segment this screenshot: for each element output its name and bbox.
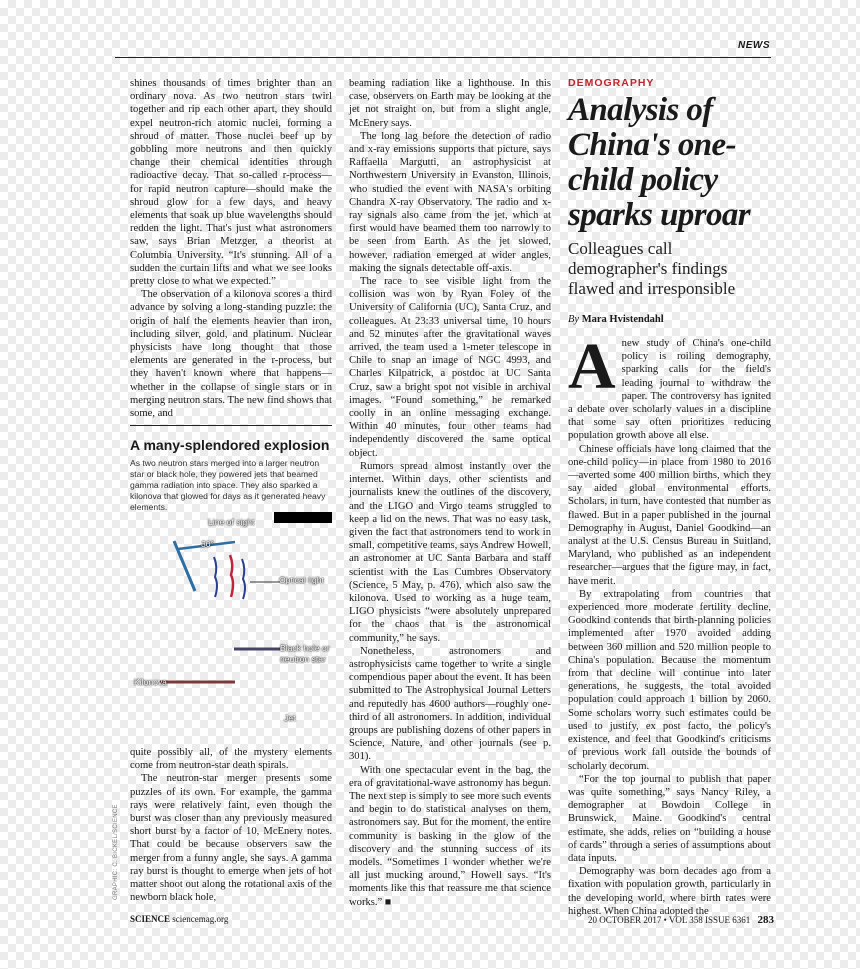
byline [568,314,771,325]
paragraph: The long lag before the detection of radio and x-ray emissions supports that picture, says Raffaella Margutti, an astrophysicist at Northwestern University in Evanston, Illinois, who studied the event with NASA's orbiting Chandra X-ray Observatory. The radio and x-ray signals also came from the jet, which at first would have beamed them too narrowly to be seen from Earth. As the jet slowed, however, radiation emerged at wider angles, making the signals detectable off-axis. [349,130,551,274]
paragraph: quite possibly all, of the mystery elements come from neutron-star death spirals. [130,747,332,772]
kicker: DEMOGRAPHY [568,77,655,89]
column-1-bottom [130,746,332,904]
author-name: Mara Hvistendahl [581,314,664,325]
paragraph: new study of China's one-child policy is roiling demography, sparking calls for the field's leading journal to withdraw the paper. The controversy has ignited a debate over scholarly values in a discipline that some say often prioritizes reducing population growth above all else. [568,338,771,442]
page-number: 283 [757,914,774,926]
paragraph: “For the top journal to publish that paper was quite something,” says Nancy Riley, a demographer at Bowdoin College in Brunswick, Maine. Goodkind's central estimate, she adds, relies on “building a house of cards” through a series of assumptions about data inputs. [568,773,771,864]
journal-name: SCIENCE [130,914,171,924]
header-rule [115,57,771,58]
paragraph: Demography was born decades ago from a fixation with population growth, particularly in the developing world, where birth rates were highest. When China adopted the [568,866,771,917]
issue-info: 20 OCTOBER 2017 • VOL 358 ISSUE 6361 [588,915,751,925]
journal-site: sciencemag.org [172,914,229,924]
optical-wave [230,555,233,597]
label-angle: 30° [201,539,214,549]
optical-wave [242,559,245,599]
graphic-credit: GRAPHIC: C. BICKEL/SCIENCE [113,804,119,900]
merger-diagram [130,505,340,745]
footer-right [588,914,774,926]
label-kilonova: Kilonova [134,677,167,687]
paragraph: By extrapolating from countries that experienced more moderate fertility decline, Goodkind contends that birth-planning policies implemented after 1970 avoided adding between 360 million and 520 million people to China's population. Because the momentum from that decline will continue into later generations, he suggests, the total avoided population could approach 1 billion by 2060. Some scholars worry such estimates could be used to justify, ex post facto, the policy's existence, and feel that Goodkind's criticisms of previous work fall outside the bounds of scholarly decorum. [568,588,771,772]
paragraph: shines thousands of times brighter than an ordinary nova. As two neutron stars twirl together and rip each other apart, they should expel neutron-rich atomic nuclei, forming a shroud of matter. Those nuclei beef up by gobbling more neutrons and then quickly change their chemical identities through radioactive decay. That so-called r-process—for rapid neutron capture—should make the shroud glow for a few days, and heavy elements that soak up blue wavelengths should redden the light. That's just what astronomers saw, says Brian Metzger, a theorist at Columbia University. “It's stunning. All of a sudden the curtain lifts and what we see looks pretty close to what we expected.” [130,78,332,288]
paragraph: The neutron-star merger presents some puzzles of its own. For example, the gamma rays were relatively faint, even though the burst was closer than any previously measured short burst by a factor of 10, McEnery notes. That could be because observers saw the merger from a funny angle, she says. A gamma ray burst is thought to emerge when jets of hot matter shoot out along the rotational axis of the newborn black hole, [130,773,332,904]
column-3-body [568,330,771,918]
paragraph: With one spectacular event in the bag, the era of gravitational-wave astronomy has begun. The next step is simply to see more such events and begin to do statistical analyses on them, astronomers say. But for the moment, the entire community is basking in the glow of the discovery and the stunning success of its models. “Sometimes I wonder whether we're all just mucking around,” Howell says. “It's moments like this that reassure me that science works.” ■ [349,764,551,908]
paragraph: The observation of a kilonova scores a third advance by solving a long-standing puzzle: the origin of half the elements heavier than iron, including silver, gold, and platinum. Nuclear physicists have long thought that those elements are generated in the r-process, but they haven't known where that happens—whether in the collapse of single stars or in merging neutron stars. The new find shows that some, and [130,289,332,420]
paragraph: The race to see visible light from the collision was won by Ryan Foley of the University of California (UC), Santa Cruz, and colleagues. At 23:33 universal time, 10 hours and 52 minutes after the gravitational waves arrived, the team used a 1-meter telescope in Chile to snap an image of NGC 4993, and Charles Kilpatrick, a postdoc at UC Santa Cruz, saw a bright spot not visible in archival images. “Found something,” he remarked coolly in an online messaging exchange. Within 40 minutes, four other teams had independently discovered the same optical object. [349,276,551,459]
graphic-rule [130,425,332,426]
optical-wave [214,557,217,597]
byline-by: By [568,314,580,325]
paragraph: Nonetheless, astronomers and astrophysicists came together to write a single compendious paper about the event. It has been submitted to The Astrophysical Journal Letters and reputedly has 4600 authors—roughly one-third of all astronomers. In addition, individual groups are publishing dozens of other papers in Science, Nature, and other journals (see p. 301). [349,645,551,763]
drop-cap: A [568,330,616,403]
label-jet: Jet [284,713,296,723]
section-label: NEWS [738,40,770,51]
article-header [568,77,771,325]
column-2 [349,77,551,909]
paragraph: Rumors spread almost instantly over the internet. Within days, other scientists and journalists knew the outlines of the discovery, and the LIGO and Virgo teams struggled to keep a lid on the news. That was no easy task, given the fact that astronomers tend to work in small, competitive teams, says Andrew Howell, an astronomer at UC Santa Barbara and staff scientist with the Las Cumbres Observatory (Science, 5 May, p. 476), which also saw the kilonova. Used to working as a huge team, LIGO physicists “were absolutely unprepared for the chaos that is the astronomical community,” he says. [349,460,551,644]
label-optical-light: Optical light [279,575,324,585]
column-1-top [130,77,332,420]
footer-left [130,914,228,924]
label-line-of-sight: Line of sight [208,517,255,527]
graphic-title: A many-splendored explosion [130,437,330,453]
paragraph: beaming radiation like a lighthouse. In this case, observers on Earth may be looking at the jet not straight on, but from a slight angle, McEnery says. [349,78,551,129]
headline: Analysis of China's one-child policy sparks uproar [568,92,751,233]
paragraph: Chinese officials have long claimed that the one-child policy—in place from 1980 to 2016—averted some 400 million births, which they say aided global environmental efforts. Scholars, in turn, have contested that number as flawed. But in a paper published in the journal Demography in August, Daniel Goodkind—an analyst at the U.S. Census Bureau in Suitland, Maryland, who published as an independent researcher—argues that the figure may, in fact, have merit. [568,443,771,587]
redacted-block [274,512,332,523]
deck: Colleagues call demographer's findings flawed and irresponsible [568,239,736,298]
graphic-caption: As two neutron stars merged into a larger neutron star or black hole, they powered jets that beamed gamma radiation into space. They also sparked a kilonova that glowed for days as it generated heavy elements. [130,458,326,512]
label-black-hole: Black hole or neutron star [280,643,330,664]
